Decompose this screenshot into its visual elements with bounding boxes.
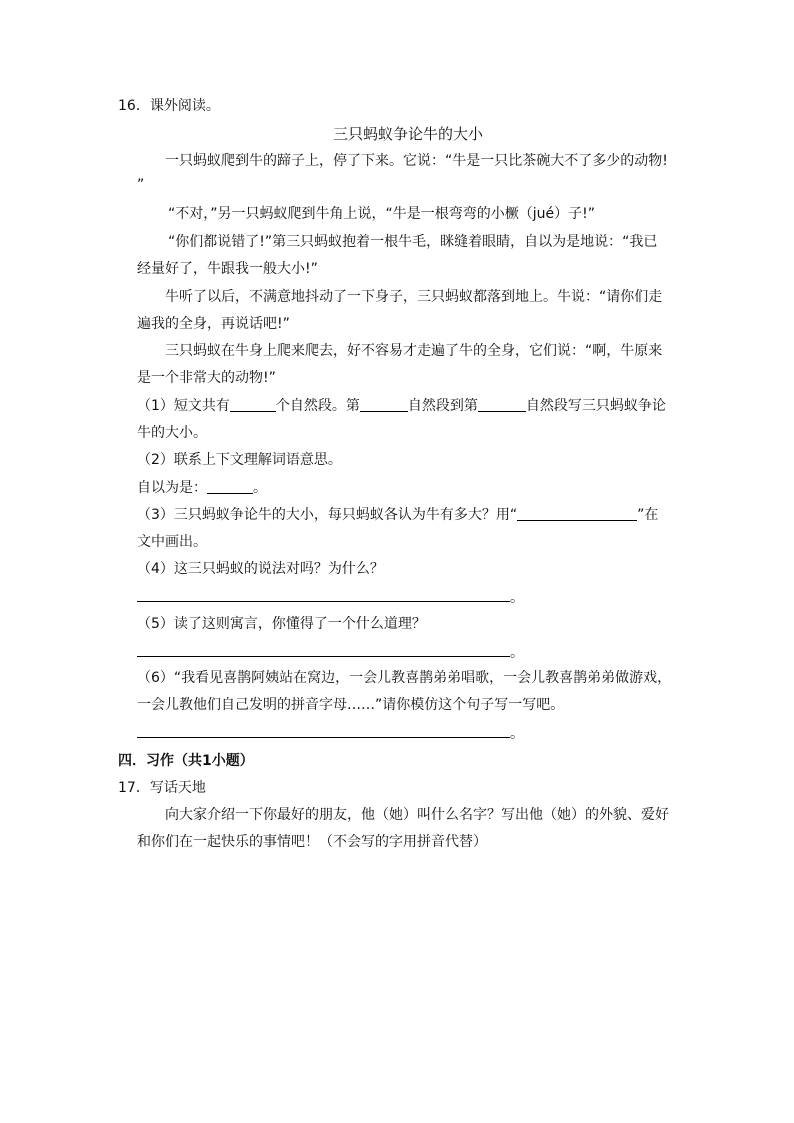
question-17-line-1: 向大家介绍一下你最好的朋友，他（她）叫什么名字？写出他（她）的外貌、爱好 [165, 807, 669, 823]
subquestion-5: （5）读了这则寓言，你懂得了一个什么道理？ [137, 616, 426, 632]
subquestion-4: （4）这三只蚂蚁的说法对吗？为什么？ [137, 561, 384, 577]
subquestion-3-line-2: 文中画出。 [137, 534, 207, 550]
paragraph-1-line-2: ” [137, 177, 145, 193]
underline-mark-blank[interactable] [517, 506, 637, 521]
subquestion-2-answer [137, 478, 267, 498]
section-4-heading: 四．习作（共1小题） [118, 753, 254, 769]
paragraph-2: “不对，”另一只蚂蚁爬到牛角上说，“牛是一根弯弯的小橛（jué）子!” [168, 206, 595, 222]
paragraph-count-blank[interactable] [230, 397, 276, 412]
end-paragraph-blank[interactable] [478, 397, 526, 412]
subquestion-3-line-1 [137, 505, 658, 525]
subquestion-6-line-2: 一会儿教他们自己发明的拼音字母……”请你模仿这个句子写一写吧。 [137, 697, 565, 713]
subquestion-2-period: 。 [253, 480, 267, 496]
question-17-line-2: 和你们在一起快乐的事情吧！（不会写的字用拼音代替） [137, 834, 487, 850]
subquestion-2-answer-label: 自以为是： [137, 480, 207, 496]
subquestion-3-text-b: ”在 [637, 507, 659, 523]
paragraph-3-line-1: “你们都说错了!”第三只蚂蚁抱着一根牛毛，眯缝着眼睛，自以为是地说：“我已 [168, 234, 658, 250]
subquestion-1-text-b: 个自然段。第 [275, 398, 360, 414]
paragraph-4-line-2: 遍我的全身，再说话吧!” [137, 316, 290, 332]
paragraph-4-line-1: 牛听了以后，不满意地抖动了一下身子，三只蚂蚁都落到地上。牛说：“请你们走 [165, 289, 663, 305]
answer-line-4-period: 。 [510, 590, 524, 606]
paragraph-5-line-2: 是一个非常大的动物!” [137, 370, 276, 386]
answer-line-6[interactable] [137, 737, 510, 738]
meaning-blank[interactable] [207, 479, 253, 494]
question-16-header: 16．课外阅读。 [118, 98, 220, 114]
paragraph-5-line-1: 三只蚂蚁在牛身上爬来爬去，好不容易才走遍了牛的全身，它们说：“啊，牛原来 [165, 343, 663, 359]
answer-line-5[interactable] [137, 656, 510, 657]
subquestion-1-text-d: 自然段写三只蚂蚁争论 [525, 398, 666, 414]
answer-line-5-period: 。 [510, 645, 524, 661]
subquestion-1-line-1 [137, 396, 666, 416]
question-17-header: 17．写话天地 [118, 780, 206, 796]
subquestion-3-text-a: （3）三只蚂蚁争论牛的大小，每只蚂蚁各认为牛有多大？用“ [137, 507, 518, 523]
start-paragraph-blank[interactable] [360, 397, 408, 412]
subquestion-1-text-a: （1）短文共有 [137, 398, 230, 414]
paragraph-1-line-1: 一只蚂蚁爬到牛的蹄子上，停了下来。它说：“牛是一只比茶碗大不了多少的动物! [165, 153, 668, 169]
subquestion-6-line-1: （6）“我看见喜鹊阿姨站在窝边，一会儿教喜鹊弟弟唱歌，一会儿教喜鹊弟弟做游戏， [137, 670, 672, 686]
subquestion-2: （2）联系上下文理解词语意思。 [137, 452, 342, 468]
subquestion-1-text-c: 自然段到第 [407, 398, 478, 414]
passage-title: 三只蚂蚁争论牛的大小 [333, 125, 484, 143]
paragraph-3-line-2: 经量好了，牛跟我一般大小!” [137, 261, 318, 277]
answer-line-4[interactable] [137, 601, 510, 602]
subquestion-1-line-2: 牛的大小。 [137, 425, 207, 441]
answer-line-6-period: 。 [510, 726, 524, 742]
